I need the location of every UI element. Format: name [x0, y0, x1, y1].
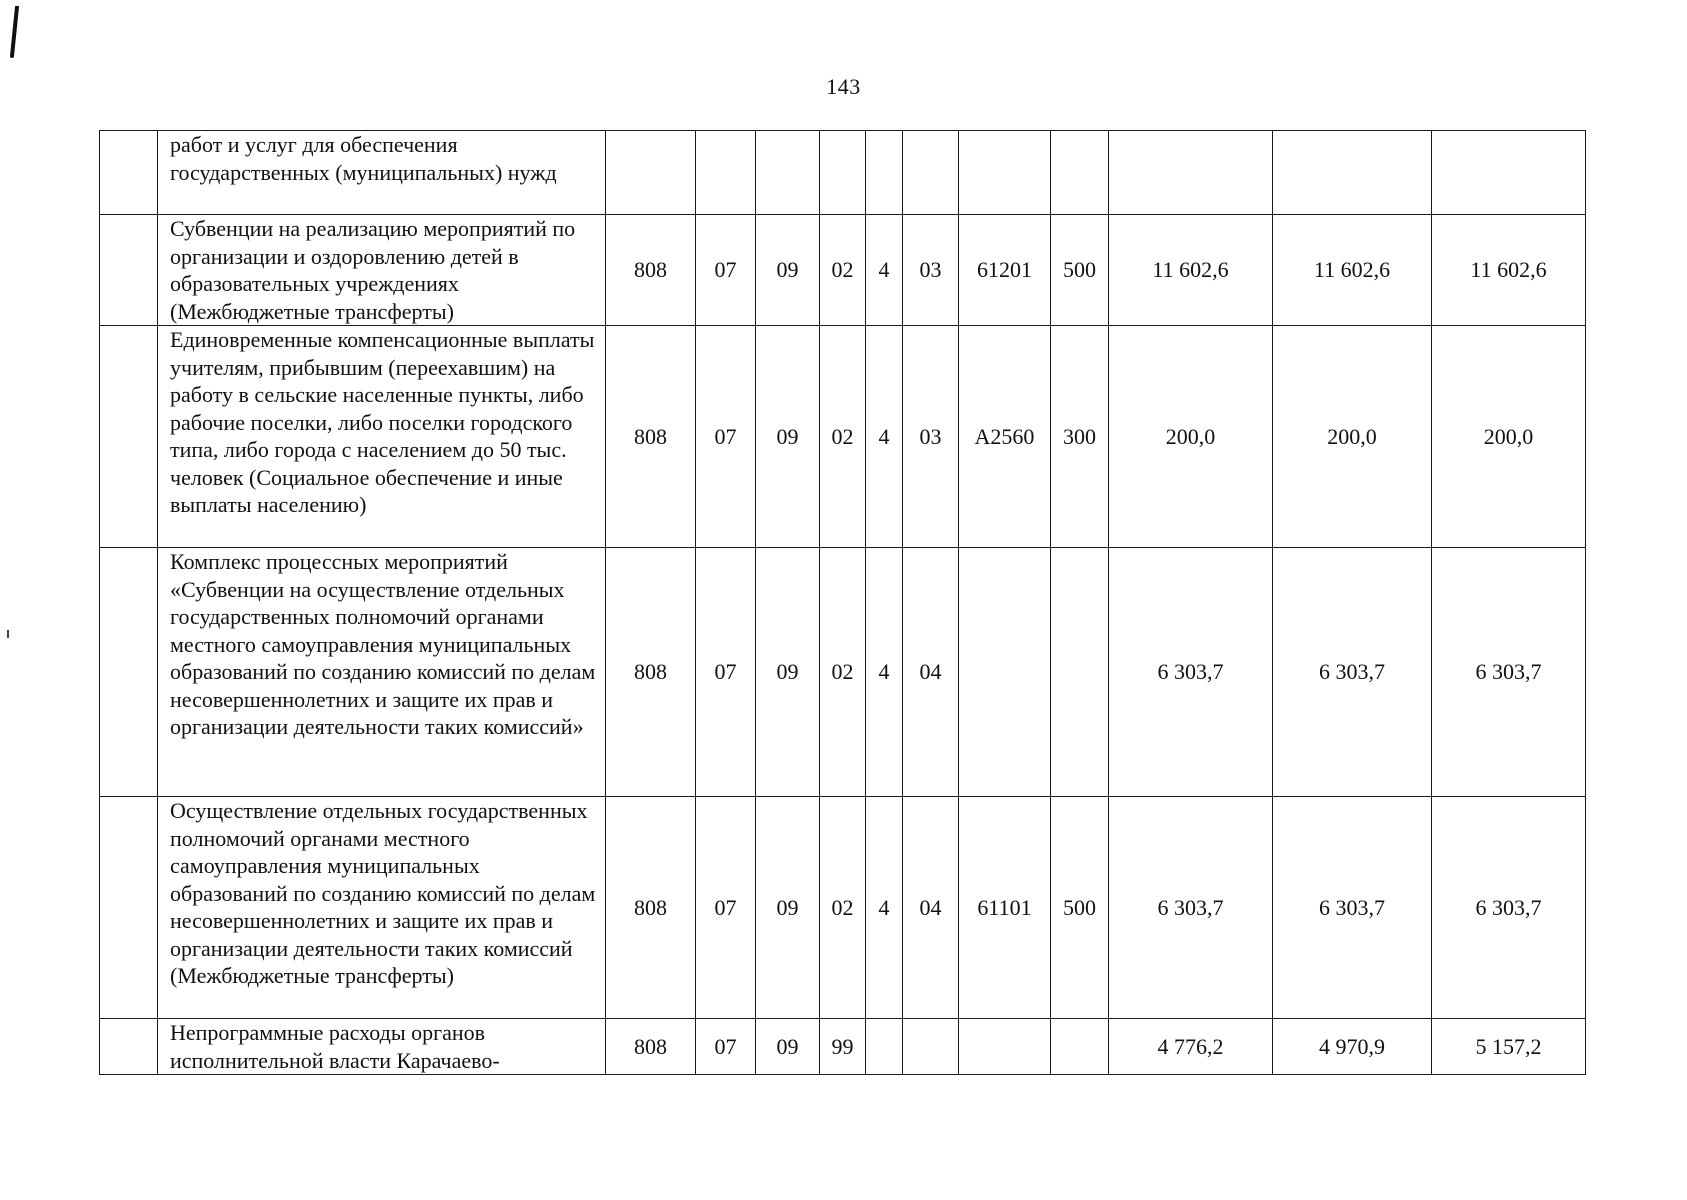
- expense-type-cell: [1051, 1019, 1109, 1075]
- subprogram-code-cell: 4: [866, 326, 903, 548]
- subprogram-code-cell: 4: [866, 215, 903, 326]
- measure-code-cell: 03: [903, 326, 959, 548]
- section-code-cell: 07: [696, 326, 756, 548]
- amount-year-2-cell: 6 303,7: [1273, 548, 1432, 797]
- program-code-cell: 02: [820, 326, 866, 548]
- index-cell: [100, 131, 158, 215]
- amount-year-2-cell: 11 602,6: [1273, 215, 1432, 326]
- ministry-code-cell: 808: [606, 797, 696, 1019]
- ministry-code-cell: 808: [606, 215, 696, 326]
- index-cell: [100, 548, 158, 797]
- table-row: [100, 548, 1586, 797]
- program-code-cell: [820, 131, 866, 215]
- table-row: [100, 131, 1586, 215]
- section-code-cell: [696, 131, 756, 215]
- subsection-code-cell: 09: [756, 548, 820, 797]
- amount-year-3-cell: 5 157,2: [1432, 1019, 1586, 1075]
- subsection-code-cell: 09: [756, 1019, 820, 1075]
- direction-code-cell: 61101: [959, 797, 1051, 1019]
- scan-pen-mark: [8, 6, 20, 58]
- section-code-cell: 07: [696, 215, 756, 326]
- amount-year-1-cell: 4 776,2: [1109, 1019, 1273, 1075]
- amount-year-1-cell: [1109, 131, 1273, 215]
- amount-year-2-cell: 4 970,9: [1273, 1019, 1432, 1075]
- measure-code-cell: [903, 1019, 959, 1075]
- index-cell: [100, 1019, 158, 1075]
- program-code-cell: 02: [820, 797, 866, 1019]
- amount-year-1-cell: 200,0: [1109, 326, 1273, 548]
- row-description: Субвенции на реализацию мероприятий по организации и оздоровлению детей в образовательных учреждениях (Межбюджетные трансферты): [158, 215, 606, 326]
- subsection-code-cell: 09: [756, 326, 820, 548]
- subsection-code-cell: [756, 131, 820, 215]
- section-code-cell: 07: [696, 1019, 756, 1075]
- index-cell: [100, 797, 158, 1019]
- measure-code-cell: [903, 131, 959, 215]
- direction-code-cell: А2560: [959, 326, 1051, 548]
- expense-type-cell: 300: [1051, 326, 1109, 548]
- measure-code-cell: 03: [903, 215, 959, 326]
- ministry-code-cell: 808: [606, 548, 696, 797]
- row-description: Непрограммные расходы органов исполнительной власти Карачаево-: [158, 1019, 606, 1075]
- direction-code-cell: [959, 548, 1051, 797]
- subsection-code-cell: 09: [756, 215, 820, 326]
- subsection-code-cell: 09: [756, 797, 820, 1019]
- amount-year-3-cell: 6 303,7: [1432, 797, 1586, 1019]
- ministry-code-cell: 808: [606, 1019, 696, 1075]
- scan-speck: [7, 630, 9, 638]
- direction-code-cell: 61201: [959, 215, 1051, 326]
- page-number: 143: [826, 74, 861, 99]
- table-row: [100, 215, 1586, 326]
- subprogram-code-cell: 4: [866, 797, 903, 1019]
- direction-code-cell: [959, 1019, 1051, 1075]
- program-code-cell: 99: [820, 1019, 866, 1075]
- row-description: Осуществление отдельных государственных полномочий органами местного самоуправления муниципальных образований по созданию комиссий по делам несовершеннолетних и защите их прав и организации деятельности таких комиссий (Межбюджетные трансферты): [158, 797, 606, 1019]
- expense-type-cell: [1051, 548, 1109, 797]
- measure-code-cell: 04: [903, 548, 959, 797]
- program-code-cell: 02: [820, 215, 866, 326]
- section-code-cell: 07: [696, 797, 756, 1019]
- subprogram-code-cell: [866, 131, 903, 215]
- ministry-code-cell: [606, 131, 696, 215]
- amount-year-1-cell: 6 303,7: [1109, 797, 1273, 1019]
- expense-type-cell: [1051, 131, 1109, 215]
- amount-year-1-cell: 6 303,7: [1109, 548, 1273, 797]
- row-description: Единовременные компенсационные выплаты учителям, прибывшим (переехавшим) на работу в сельские населенные пункты, либо рабочие поселки, либо поселки городского типа, либо города с населением до 50 тыс. человек (Социальное обеспечение и иные выплаты населению): [158, 326, 606, 548]
- subprogram-code-cell: 4: [866, 548, 903, 797]
- amount-year-1-cell: 11 602,6: [1109, 215, 1273, 326]
- index-cell: [100, 326, 158, 548]
- table-row: [100, 1019, 1586, 1075]
- measure-code-cell: 04: [903, 797, 959, 1019]
- expense-type-cell: 500: [1051, 797, 1109, 1019]
- amount-year-3-cell: 11 602,6: [1432, 215, 1586, 326]
- subprogram-code-cell: [866, 1019, 903, 1075]
- ministry-code-cell: 808: [606, 326, 696, 548]
- budget-table: [99, 130, 1586, 1075]
- amount-year-2-cell: 200,0: [1273, 326, 1432, 548]
- amount-year-3-cell: [1432, 131, 1586, 215]
- section-code-cell: 07: [696, 548, 756, 797]
- amount-year-2-cell: [1273, 131, 1432, 215]
- row-description: работ и услуг для обеспечения государственных (муниципальных) нужд: [158, 131, 606, 215]
- amount-year-2-cell: 6 303,7: [1273, 797, 1432, 1019]
- index-cell: [100, 215, 158, 326]
- row-description: Комплекс процессных мероприятий «Субвенции на осуществление отдельных государственных полномочий органами местного самоуправления муниципальных образований по созданию комиссий по делам несовершеннолетних и защите их прав и организации деятельности таких комиссий»: [158, 548, 606, 797]
- direction-code-cell: [959, 131, 1051, 215]
- program-code-cell: 02: [820, 548, 866, 797]
- table-row: [100, 797, 1586, 1019]
- amount-year-3-cell: 200,0: [1432, 326, 1586, 548]
- table-row: [100, 326, 1586, 548]
- amount-year-3-cell: 6 303,7: [1432, 548, 1586, 797]
- expense-type-cell: 500: [1051, 215, 1109, 326]
